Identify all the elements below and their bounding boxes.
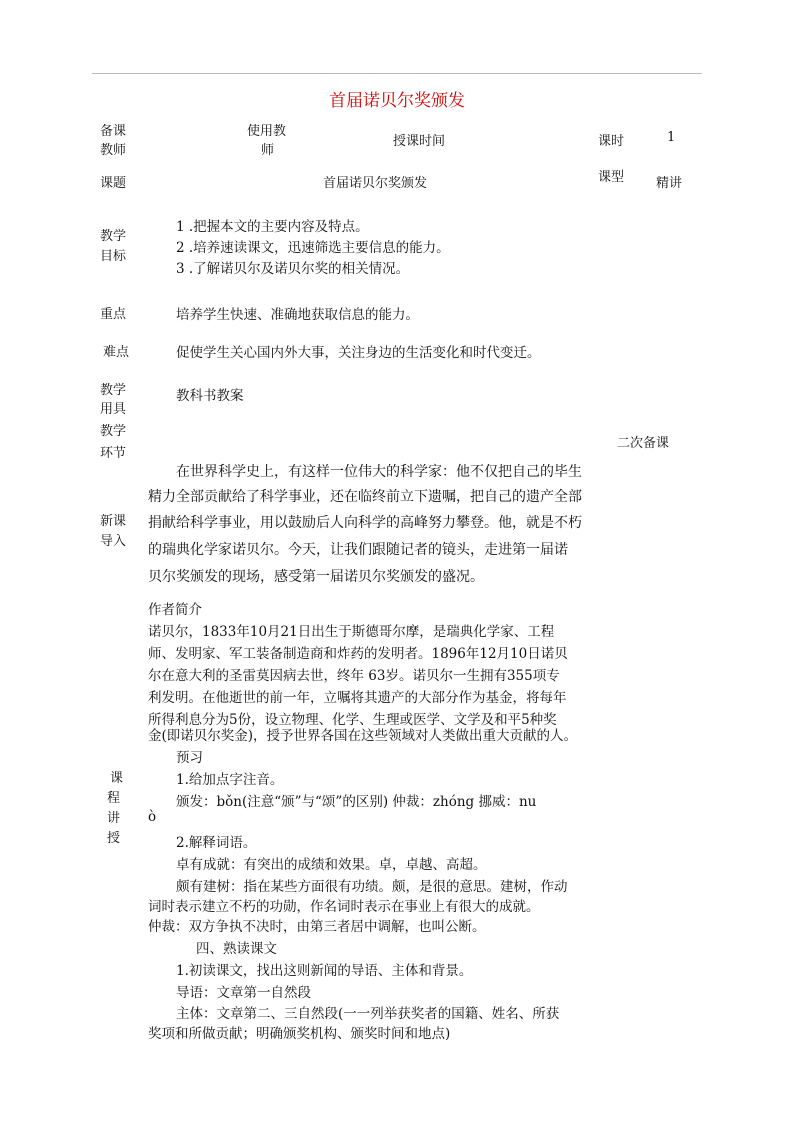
zhongdian-text: 培养学生快速、准确地获取信息的能力。 (176, 307, 419, 323)
jiangshou-label-4: 授 (107, 831, 121, 846)
zhongdian-label: 重点 (100, 307, 127, 322)
goal-item: 1 .把握本文的主要内容及特点。 (176, 219, 369, 235)
yuxi-heading: 预习 (176, 750, 203, 766)
xinke-label-1: 新课 (100, 514, 127, 529)
kexing-label: 课型 (598, 170, 625, 185)
huanjie-label-2: 环节 (100, 446, 127, 461)
keti-label: 课题 (100, 176, 127, 191)
author-line: 所得利息分为5份，设立物理、化学、生理或医学、文学及和平5种奖 (148, 712, 557, 728)
intro-line: 在世界科学史上，有这样一位伟大的科学家：他不仅把自己的毕生 (176, 464, 582, 480)
intro-line: 捐献给科学事业，用以鼓励后人向科学的高峰努力攀登。他，就是不朽 (148, 515, 582, 531)
beike-label-1: 备课 (100, 124, 127, 139)
xinke-label-2: 导入 (100, 534, 127, 549)
goal-item: 3 .了解诺贝尔及诺贝尔奖的相关情况。 (176, 261, 410, 277)
beike-label-2: 教师 (100, 143, 127, 158)
nandian-label: 难点 (103, 345, 130, 360)
jiangshou-label-1: 课 (110, 771, 124, 786)
author-line: 师、发明家、军工装备制造商和炸药的发明者。1896年12月10日诺贝 (148, 646, 568, 662)
shudu-line: 导语：文章第一自然段 (176, 985, 311, 1001)
jiangshou-label-3: 讲 (107, 811, 121, 826)
nandian-text: 促使学生关心国内外大事，关注身边的生活变化和时代变迁。 (176, 345, 541, 361)
intro-line: 的瑞典化学家诺贝尔。今天，让我们跟随记者的镜头，走进第一届诺 (148, 542, 568, 558)
jieshi-line: 颇有建树：指在某些方面很有功绩。颇，是很的意思。建树，作动 (176, 879, 568, 895)
erci-beike-label: 二次备课 (617, 436, 670, 451)
intro-line: 精力全部贡献给了科学事业，还在临终前立下遗嘱，把自己的遗产全部 (148, 489, 582, 505)
jiangshou-label-2: 程 (107, 791, 121, 806)
author-line: 诺贝尔，1833年10月21日出生于斯德哥尔摩，是瑞典化学家、工程 (148, 624, 555, 640)
page-title: 首届诺贝尔奖颁发 (329, 91, 465, 111)
kexing-value: 精讲 (656, 176, 683, 191)
top-rule (92, 73, 702, 74)
shiyong-label-2: 师 (261, 143, 275, 158)
zhuyin-line: 颁发：bǒn(注意“颁”与“颂”的区别) 仲裁：zhóng 挪威：nu (176, 794, 537, 810)
shiyong-label-1: 使用教 (247, 124, 287, 139)
shudu-line: 1.初读课文，找出这则新闻的导语、主体和背景。 (176, 963, 473, 979)
zhuyin-line: ò (148, 809, 157, 825)
shudu-heading: 四、熟读课文 (196, 941, 277, 957)
shudu-line: 奖项和所做贡献；明确颁奖机构、颁奖时间和地点) (148, 1026, 451, 1042)
huanjie-label-1: 教学 (100, 424, 127, 439)
keshi-label: 课时 (598, 134, 625, 149)
jieshi-line: 词时表示建立不朽的功勋，作名词时表示在事业上有很大的成就。 (148, 899, 540, 915)
author-line: 金(即诺贝尔奖金)，授予世界各国在这些领域对人类做出重大贡献的人。 (148, 728, 578, 744)
author-line: 利发明。在他逝世的前一年，立嘱将其遗产的大部分作为基金，将每年 (148, 690, 567, 706)
goals-label-2: 目标 (100, 249, 127, 264)
jiaoju-label-1: 教学 (100, 383, 127, 398)
author-line: 尔在意大利的圣雷莫因病去世，终年 63岁。诺贝尔一生拥有355项专 (148, 668, 560, 684)
jiaoju-text: 教科书教案 (176, 388, 244, 404)
shoukeshijian-label: 授课时间 (393, 134, 446, 149)
keti-value: 首届诺贝尔奖颁发 (323, 176, 428, 191)
jiaoju-label-2: 用具 (100, 402, 127, 417)
zhuyin-heading: 1.给加点字注音。 (176, 772, 284, 788)
goal-item: 2 .培养速读课文，迅速筛选主要信息的能力。 (176, 240, 450, 256)
author-heading: 作者简介 (148, 602, 202, 618)
jieshi-line: 仲裁：双方争执不决时，由第三者居中调解，也叫公断。 (148, 919, 486, 935)
jieshi-line: 卓有成就：有突出的成绩和效果。卓，卓越、高超。 (176, 857, 487, 873)
keshi-value: 1 (667, 130, 676, 145)
shudu-line: 主体：文章第二、三自然段(一一列举获奖者的国籍、姓名、所获 (176, 1006, 560, 1022)
intro-line: 贝尔奖颁发的现场，感受第一届诺贝尔奖颁发的盛况。 (148, 569, 484, 585)
goals-label-1: 教学 (100, 229, 127, 244)
jieshi-heading: 2.解释词语。 (176, 835, 257, 851)
